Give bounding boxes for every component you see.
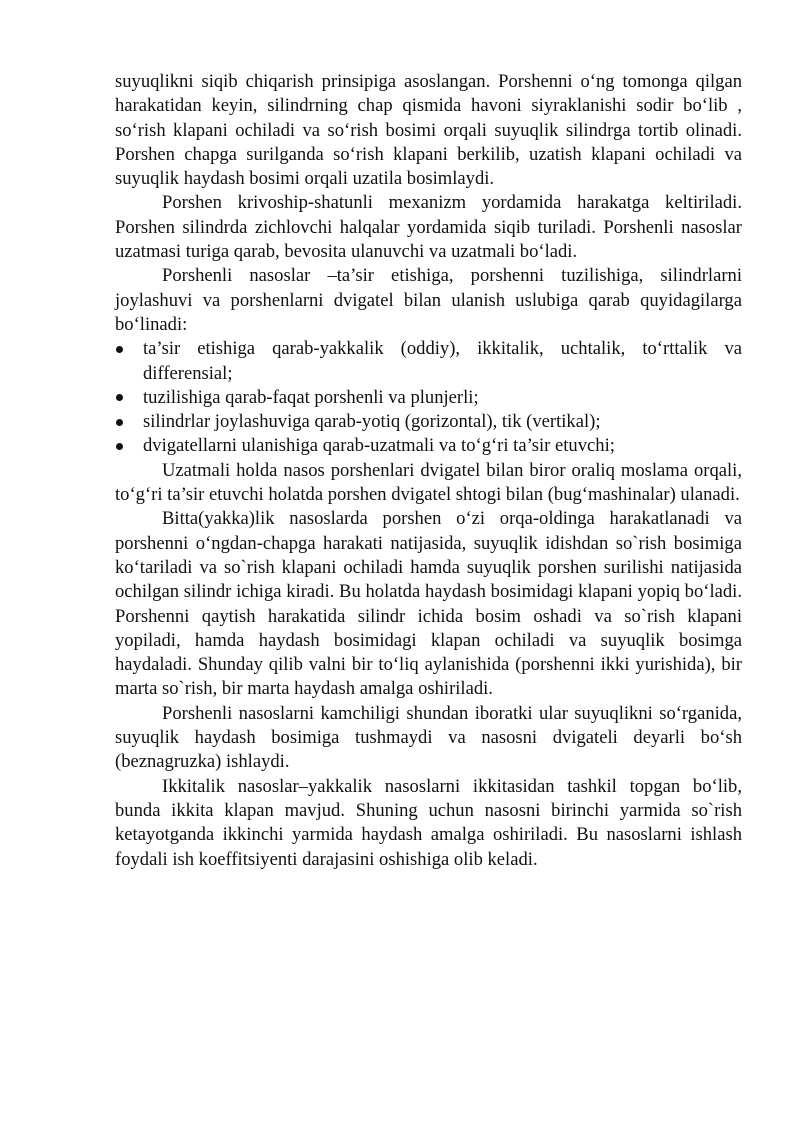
paragraph-classification: Porshenli nasoslar –ta’sir etishiga, porshenni tuzilishiga, silindrlarni joylashuvi va porshenlarni dvigatel bilan ulanish uslubiga qarab quyidagilarga bo‘linadi: [115,265,742,335]
document-page [115,70,742,872]
list-item [115,386,742,410]
paragraph-uzatmali: Uzatmali holda nasos porshenlari dvigatel bilan biror oraliq moslama orqali, to‘g‘ri ta’sir etuvchi holatda porshen dvigatel shtogi bilan (bug‘mashinalar) ulanadi. [115,459,742,506]
bullet-icon [116,419,123,426]
paragraph-krivoship: Porshen krivoship-shatunli mexanizm yordamida harakatga keltiriladi. Porshen silindrda zichlovchi halqalar yordamida siqib turiladi. Porshenli nasoslar uzatmasi turiga qarab, bevosita ulanuvchi va uzatmali bo‘ladi. [115,192,742,263]
list-item [115,337,742,386]
list-item [115,410,742,434]
bullet-icon [116,443,123,450]
paragraph-yakkalik: Bitta(yakka)lik nasoslarda porshen o‘zi orqa-oldinga harakatlanadi va porshenni o‘ngdan-chapga harakati natijasida, suyuqlik idishdan so`rish bosimiga ko‘tariladi va so`rish klapani ochiladi hamda suyuqlik porshen surilishi natijasida ochilgan silindr ichiga kiradi. Bu holatda haydash bosimidagi klapani yopiq bo‘ladi. Porshenni qaytish harakatida silindr ichida bosim oshadi va so`rish klapani yopiladi, hamda haydash bosimidagi klapan ochiladi va suyuqlik bosimga haydaladi. Shunday qilib valni bir to‘liq aylanishida (porshenni ikki yurishida), bir marta so`rish, bir marta haydash amalga oshiriladi. [115,508,742,700]
list-item-text: tuzilishiga qarab-faqat porshenli va plunjerli; [143,386,479,408]
list-item-text: silindrlar joylashuviga qarab-yotiq (gorizontal), tik (vertikal); [143,411,601,433]
paragraph-intro: suyuqlikni siqib chiqarish prinsipiga asoslangan. Porshenni o‘ng tomonga qilgan harakatidan keyin, silindrning chap qismida havoni siyraklanishi sodir bo‘lib , so‘rish klapani ochiladi va so‘rish bosimi orqali suyuqlik silindrga tortib olinadi. Porshen chapga surilganda so‘rish klapani berkilib, uzatish klapani ochiladi va suyuqlik haydash bosimi orqali uzatila bosimlaydi. [115,71,742,190]
classification-list [115,337,742,458]
paragraph-kamchiligi: Porshenli nasoslarni kamchiligi shundan iboratki ular suyuqlikni so‘rganida, suyuqlik haydash bosimiga tushmaydi va nasosni dvigateli deyarli bo‘sh (beznagruzka) ishlaydi. [115,702,742,773]
list-item-text: dvigatellarni ulanishiga qarab-uzatmali va to‘g‘ri ta’sir etuvchi; [143,435,615,457]
list-item [115,434,742,458]
list-item-text: ta’sir etishiga qarab-yakkalik (oddiy), ikkitalik, uchtalik, to‘rttalik va differensial; [143,338,742,384]
bullet-icon [116,394,123,401]
bullet-icon [116,346,123,353]
paragraph-ikkitalik: Ikkitalik nasoslar–yakkalik nasoslarni ikkitasidan tashkil topgan bo‘lib, bunda ikkita klapan mavjud. Shuning uchun nasosni birinchi yarmida so`rish ketayotganda ikkinchi yarmida haydash amalga oshiriladi. Bu nasoslarni ishlash foydali ish koeffitsiyenti darajasini oshishiga olib keladi. [115,775,742,870]
